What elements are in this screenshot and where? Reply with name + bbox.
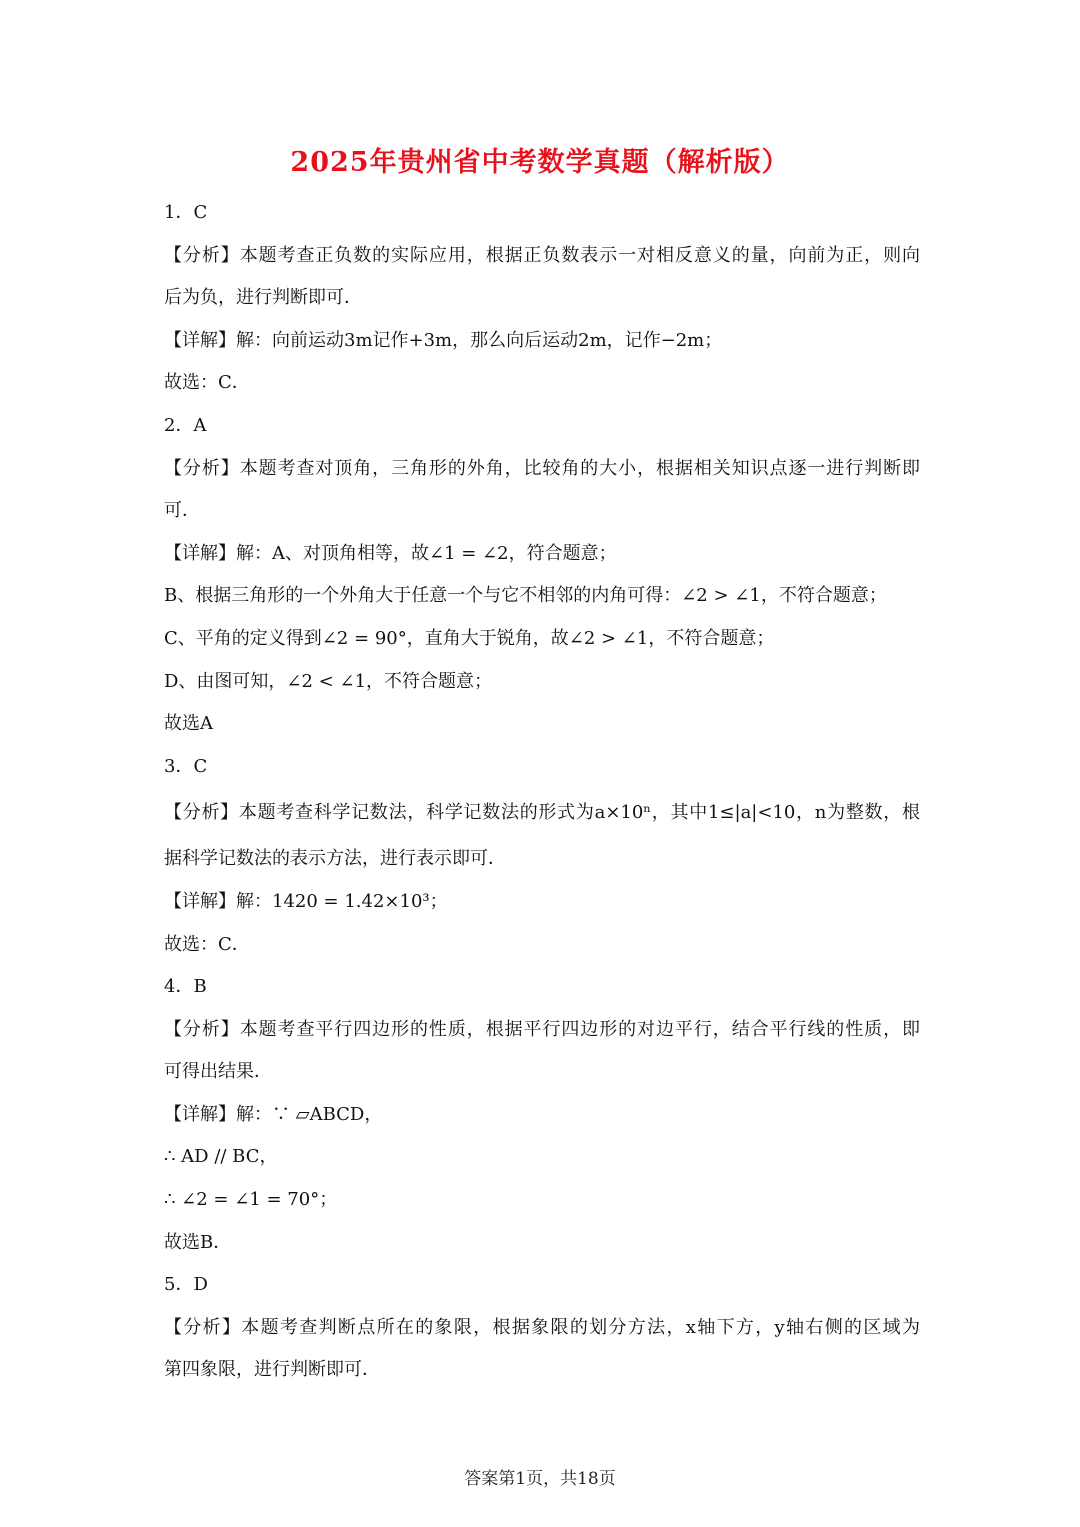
- text-line: 后为负，进行判断即可．: [164, 287, 362, 309]
- text-line: B、根据三角形的一个外角大于任意一个与它不相邻的内角可得：∠2 > ∠1，不符合题意；: [164, 585, 887, 607]
- text-line: ∴ ∠2 = ∠1 = 70°；: [164, 1189, 338, 1211]
- text-line: 1．C: [164, 202, 208, 223]
- text-line: 故选A: [164, 713, 213, 735]
- page-title: 2025年贵州省中考数学真题（解析版）: [290, 147, 790, 178]
- page-footer: 答案第1页，共18页: [464, 1469, 616, 1489]
- text-line: 可．: [164, 500, 200, 522]
- text-line: 3．C: [164, 755, 208, 777]
- text-line: 【分析】本题考查正负数的实际应用，根据正负数表示一对相反意义的量，向前为正，则向: [164, 244, 920, 266]
- text-line: 【详解】解：向前运动3m记作+3m，那么向后运动2m，记作−2m；: [164, 329, 723, 351]
- text-line: 可得出结果．: [164, 1061, 272, 1083]
- text-line: 【详解】解：A、对顶角相等，故∠1 = ∠2，符合题意；: [164, 542, 617, 564]
- text-line: 【详解】解：∵ ▱ABCD，: [164, 1103, 383, 1125]
- text-line: 【分析】本题考查判断点所在的象限，根据象限的划分方法，x轴下方，y轴右侧的区域为: [164, 1316, 920, 1338]
- text-line: C、平角的定义得到∠2 = 90°，直角大于锐角，故∠2 > ∠1，不符合题意；: [164, 627, 775, 649]
- text-line: ∴ AD // BC，: [164, 1146, 278, 1168]
- text-line: 【详解】解：1420 = 1.42×10³；: [164, 890, 448, 912]
- text-line: 【分析】本题考查平行四边形的性质，根据平行四边形的对边平行，结合平行线的性质，即: [164, 1018, 920, 1040]
- text-line: 【分析】本题考查对顶角，三角形的外角，比较角的大小，根据相关知识点逐一进行判断即: [164, 457, 920, 479]
- text-line: 5．D: [164, 1274, 208, 1296]
- text-line: 故选：C．: [164, 372, 250, 394]
- text-line: 故选B．: [164, 1231, 232, 1253]
- text-line: 故选：C．: [164, 933, 250, 955]
- text-line: 【分析】本题考查科学记数法，科学记数法的形式为a×10ⁿ，其中1≤|a|<10，n为整数，根: [164, 802, 920, 824]
- answer-content: [164, 192, 920, 1392]
- text-line: 据科学记数法的表示方法，进行表示即可．: [164, 848, 506, 870]
- text-line: 第四象限，进行判断即可．: [164, 1359, 380, 1381]
- text-line: D、由图可知，∠2 < ∠1，不符合题意；: [164, 670, 493, 692]
- text-line: 4．B: [164, 976, 207, 998]
- text-line: 2．A: [164, 414, 207, 436]
